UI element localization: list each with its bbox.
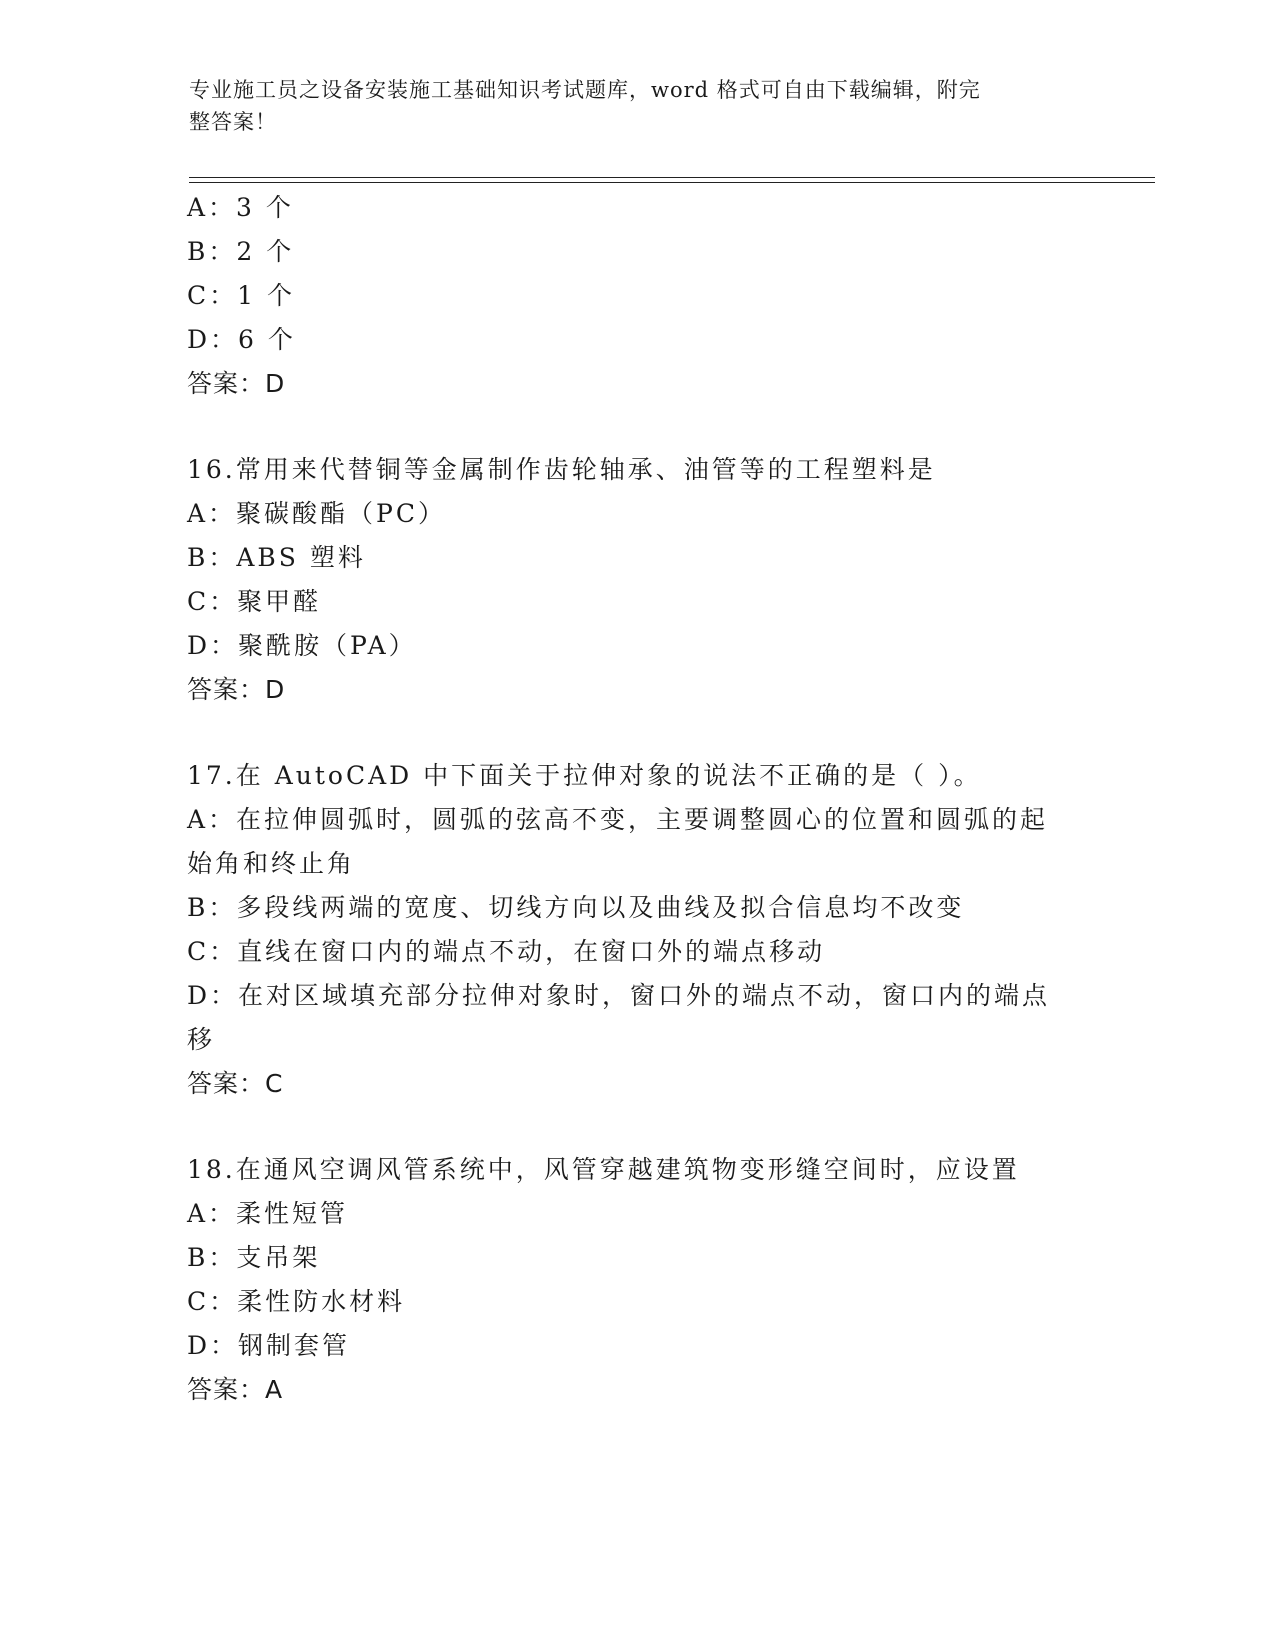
- q18-option-c: C：柔性防水材料: [187, 1287, 406, 1316]
- q16-stem: 16.常用来代替铜等金属制作齿轮轴承、油管等的工程塑料是: [187, 455, 936, 484]
- q18-option-d: D：钢制套管: [187, 1331, 351, 1360]
- q16-answer: 答案：D: [187, 675, 286, 704]
- q17-answer: 答案：C: [187, 1069, 284, 1098]
- header-line-1: 专业施工员之设备安装施工基础知识考试题库，word 格式可自由下载编辑，附完: [189, 78, 981, 102]
- q15-answer: 答案：D: [187, 369, 286, 398]
- q17-option-a-cont: 始角和终止角: [187, 849, 356, 878]
- q18-option-a: A：柔性短管: [187, 1199, 349, 1228]
- q16-option-b: B：ABS 塑料: [187, 543, 366, 572]
- q17-stem: 17.在 AutoCAD 中下面关于拉伸对象的说法不正确的是（ ）。: [187, 761, 982, 790]
- q17-option-b: B：多段线两端的宽度、切线方向以及曲线及拟合信息均不改变: [187, 893, 965, 922]
- q17-option-d-cont: 移: [187, 1025, 216, 1054]
- header-divider-bottom: [189, 182, 1155, 183]
- q18-answer: 答案：A: [187, 1375, 284, 1404]
- q18-option-b: B：支吊架: [187, 1243, 321, 1272]
- q16-option-c: C：聚甲醛: [187, 587, 322, 616]
- q15-option-b: B：2 个: [187, 237, 295, 266]
- header-divider-top: [189, 177, 1155, 178]
- q16-option-d: D：聚酰胺（PA）: [187, 631, 417, 660]
- q15-option-c: C：1 个: [187, 281, 295, 310]
- document-header: [189, 74, 1069, 138]
- q15-option-d: D：6 个: [187, 325, 296, 354]
- q18-stem: 18.在通风空调风管系统中，风管穿越建筑物变形缝空间时，应设置: [187, 1155, 1020, 1184]
- q15-option-a: A：3 个: [187, 193, 294, 222]
- q17-option-c: C：直线在窗口内的端点不动，在窗口外的端点移动: [187, 937, 826, 966]
- q16-option-a: A：聚碳酸酯（PC）: [187, 499, 447, 528]
- header-line-2: 整答案！: [189, 110, 277, 134]
- q17-option-d: D：在对区域填充部分拉伸对象时，窗口外的端点不动，窗口内的端点: [187, 981, 1051, 1010]
- q17-option-a: A：在拉伸圆弧时，圆弧的弦高不变，主要调整圆心的位置和圆弧的起: [187, 805, 1049, 834]
